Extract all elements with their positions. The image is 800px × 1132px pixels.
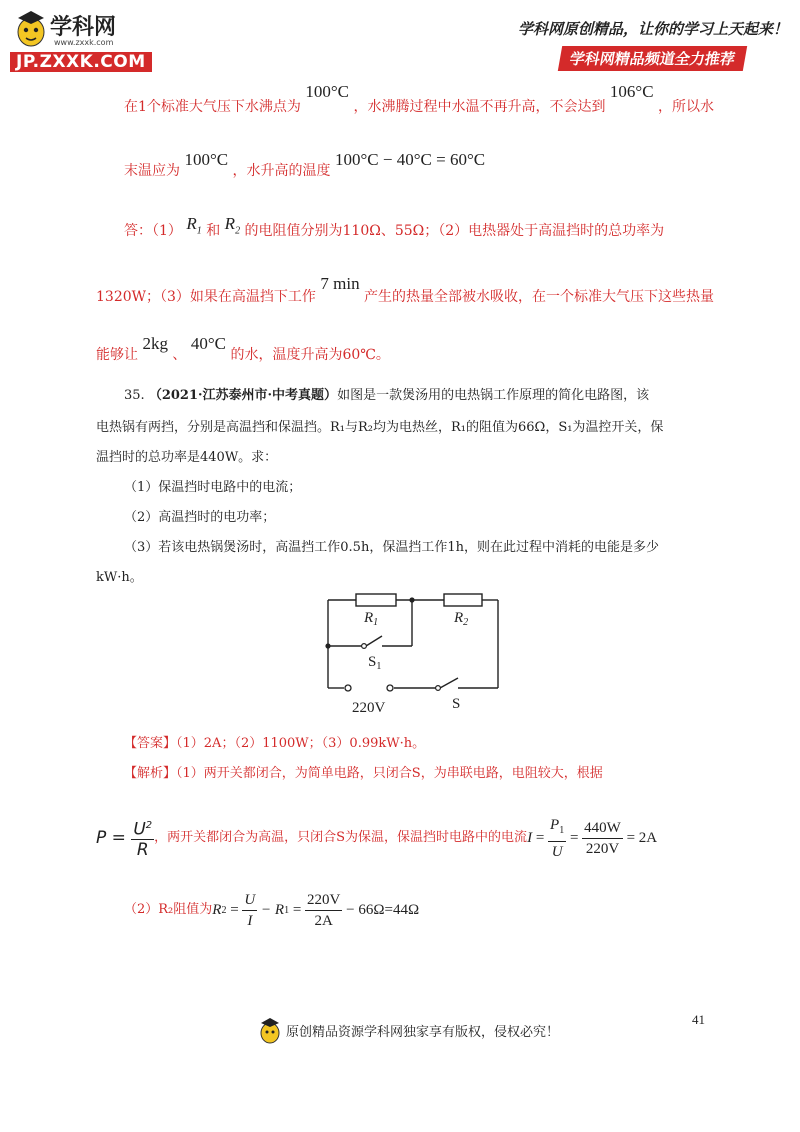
math-r2: $R_2$	[224, 214, 241, 237]
question-item-3-cont: kW·h。	[96, 570, 143, 585]
logo-cn: 学科网	[50, 15, 117, 40]
question-line-2: 电热锅有两挡，分别是高温挡和保温挡。R₁与R₂均为电热丝，R₁的阻值为66Ω，S₁为温控开关，保	[96, 420, 664, 435]
question-source: （2021·江苏泰州市·中考真题）	[148, 388, 338, 403]
answer-text: （1）2A；（2）1100W；（3）0.99kW·h。	[176, 736, 426, 751]
analysis-tag: 【解析】	[124, 766, 177, 781]
label-voltage: 220V	[352, 700, 386, 716]
terminal-left	[345, 685, 351, 691]
resistor-r1	[356, 594, 396, 606]
logo-url-small: www.zxxk.com	[54, 38, 114, 47]
terminal-right	[387, 685, 393, 691]
circuit-diagram	[318, 588, 518, 718]
question-item-2: （2）高温挡时的电功率；	[124, 510, 276, 525]
question-item-3: （3）若该电热锅煲汤时，高温挡工作0.5h，保温挡工作1h，则在此过程中消耗的电能是多少	[124, 540, 659, 555]
math-r1: $R_1$	[186, 214, 202, 237]
analysis-line-2: P = $\frac{U^2}{R}$ ，两开关都闭合为高温，只闭合S为保温，保温挡时电路中的电流 I = $\frac{P_1}{U}$ = $\frac{440W}{220V}$ = 2A	[96, 816, 658, 861]
mascot-icon	[12, 8, 50, 48]
formula-power: P = $\frac{U^2}{R}$	[96, 816, 154, 861]
math-106c: 106°C	[609, 82, 654, 101]
analysis-line-3: （2）R₂阻值为 R 2 = $\frac{U}{I}$ − R 1 = $\frac{220V}{2A}$ − 66Ω=44Ω	[124, 891, 420, 929]
footer-notice: 原创精品资源学科网独家享有版权，侵权必究！	[258, 1016, 559, 1044]
answer-summary-1: 答：（1） $R_1$ 和 $R_2$ 的电阻值分别为110Ω、55Ω；（2）电热器处于高温挡时的总功率为	[124, 214, 665, 239]
formula-r2: R 2 = $\frac{U}{I}$ − R 1 = $\frac{220V}{2A}$ − 66Ω=44Ω	[212, 891, 420, 929]
solution-line-2: 末温应为 100°C ，水升高的温度 100°C − 40°C = 60°C	[124, 150, 486, 179]
answer-tag: 【答案】	[124, 736, 177, 751]
question-item-1: （1）保温挡时电路中的电流；	[124, 480, 302, 495]
header-slogan: 学科网原创精品，让你的学习上天起来！	[518, 20, 789, 38]
math-2kg: 2kg	[142, 334, 168, 353]
math-7min: 7 min	[320, 274, 360, 293]
math-temp-diff: 100°C − 40°C = 60°C	[335, 150, 486, 169]
math-40c: 40°C	[190, 334, 226, 353]
header-banner: 学科网精品频道全力推荐	[558, 46, 747, 71]
analysis-line-1: 【解析】（1）两开关都闭合，为简单电路，只闭合S，为串联电路，电阻较大，根据	[124, 766, 603, 781]
header-logo	[10, 6, 170, 76]
answer-line	[124, 734, 425, 754]
mascot-icon	[258, 1016, 282, 1044]
label-r1: $R_1$	[364, 610, 379, 628]
answer-summary-2: 1320W；（3）如果在高温挡下工作 7 min 产生的热量全部被水吸收，在一个标准大气压下这些热量	[96, 274, 715, 305]
label-s: S	[452, 696, 461, 712]
math-100c: 100°C	[305, 82, 350, 101]
label-r2: $R_2$	[454, 610, 469, 628]
logo-domain: JP.ZXXK.COM	[10, 52, 152, 72]
answer-summary-3: 能够让 2kg 、 40°C 的水，温度升高为60℃。	[96, 334, 390, 363]
question-line-3: 温挡时的总功率是440W。求：	[96, 450, 278, 465]
question-line-1: 35. （2021·江苏泰州市·中考真题）如图是一款煲汤用的电热锅工作原理的简化电路图，该	[124, 388, 650, 403]
formula-current: I = $\frac{P_1}{U}$ = $\frac{440W}{220V}$ = 2A	[527, 816, 658, 860]
page-number: 41	[692, 1012, 705, 1027]
math-100c-b: 100°C	[184, 150, 229, 169]
resistor-r2	[444, 594, 482, 606]
label-s1: $S_1$	[368, 654, 382, 672]
solution-line-1: 在1个标准大气压下水沸点为 100°C ，水沸腾过程中水温不再升高，不会达到 106°C ，所以水	[124, 82, 715, 115]
